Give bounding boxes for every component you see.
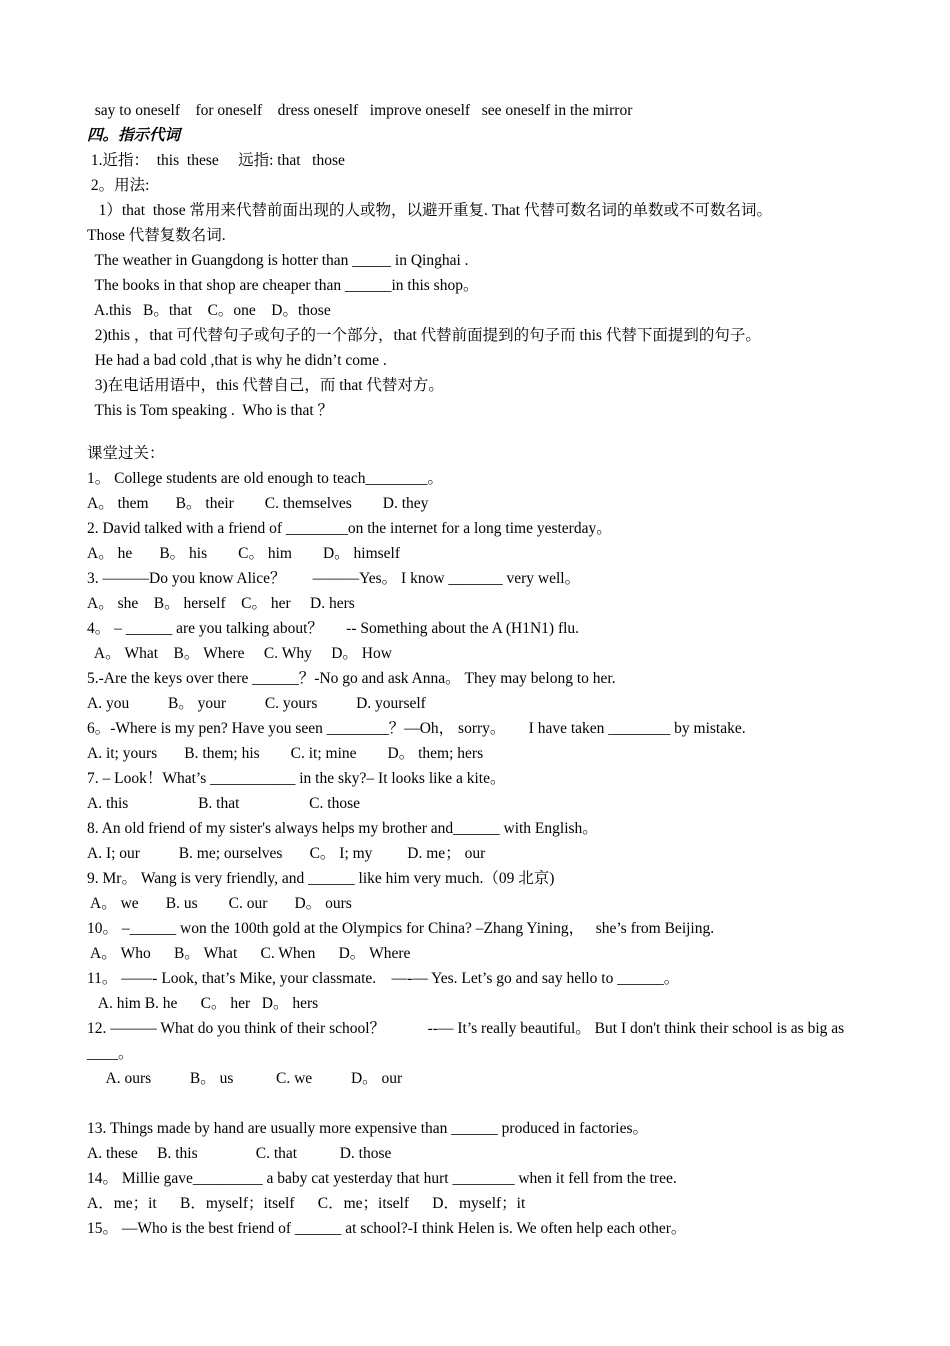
exercise-line: A。 Who B。 What C. When D。 Where — [87, 945, 411, 962]
text-line: Those 代替复数名词. — [87, 227, 226, 244]
exercise-line: A．me；it B．myself；itself C．me；itself D．myself；it — [87, 1195, 526, 1212]
pronoun-notes — [87, 98, 877, 423]
text-line: A.this B。that C。one D。those — [87, 302, 331, 319]
question-12: 12. ——— What do you think of their school？ --— It’s really beautiful。 But I don't think their school is as big as ____。 — [87, 1020, 849, 1062]
exercise-line: A. this B. that C. those — [87, 795, 360, 812]
exercise-line: A。 we B. us C. our D。 ours — [87, 895, 352, 912]
text-line: say to oneself for oneself dress oneself improve oneself see oneself in the mirror — [87, 102, 633, 119]
spacer — [87, 1091, 877, 1116]
exercise-line: 11。 ——- Look, that’s Mike, your classmate. —-— Yes. Let’s go and say hello to ______。 — [87, 970, 680, 987]
exercise-line: A. you B。 your C. yours D. yourself — [87, 695, 426, 712]
text-line: 1.近指： this these 远指: that those — [87, 152, 345, 169]
exercise-line: A. him B. he C。 her D。 hers — [87, 995, 319, 1012]
exercise-line: A. these B. this C. that D. those — [87, 1145, 392, 1162]
exercise-list — [87, 466, 877, 1016]
exercise-line: 2. David talked with a friend of ________on the internet for a long time yesterday。 — [87, 520, 612, 537]
text-line: The weather in Guangdong is hotter than _____ in Qinghai . — [87, 252, 469, 269]
exercise-line: A。 them B。 their C. themselves D. they — [87, 495, 429, 512]
section-heading: 四。指示代词 — [87, 127, 181, 144]
exercise-line: 10。 –______ won the 100th gold at the Olympics for China? –Zhang Yining， she’s from Beijing. — [87, 920, 715, 937]
document-page — [87, 98, 877, 1241]
exercise-line: A. I; our B. me; ourselves C。 I; my D. me； our — [87, 845, 486, 862]
question-12-options: A. ours B。 us C. we D。 our — [87, 1070, 403, 1087]
exercise-line: 13. Things made by hand are usually more expensive than ______ produced in factories。 — [87, 1120, 649, 1137]
exercise-line: 14。 Millie gave_________ a baby cat yesterday that hurt ________ when it fell from the tree. — [87, 1170, 677, 1187]
exercise-line: 3. ———Do you know Alice？ ———Yes。 I know _______ very well。 — [87, 570, 581, 587]
exercise-line: 9. Mr。 Wang is very friendly, and ______ like him very much.（09 北京) — [87, 870, 555, 887]
exercise-line: A。 he B。 his C。 him D。 himself — [87, 545, 401, 562]
exercise-line: 8. An old friend of my sister's always helps my brother and______ with English。 — [87, 820, 598, 837]
text-line: The books in that shop are cheaper than ______in this shop。 — [87, 277, 479, 294]
exercise-line: A。 What B。 Where C. Why D。 How — [87, 645, 392, 662]
section-title: 课堂过关： — [87, 445, 165, 462]
exercise-line: 1。 College students are old enough to teach________。 — [87, 470, 444, 487]
exercise-line: 15。 —Who is the best friend of ______ at school?-I think Helen is. We often help each other。 — [87, 1220, 687, 1237]
text-line: 1）that those 常用来代替前面出现的人或物，以避开重复. That 代替可数名词的单数或不可数名词。 — [87, 202, 772, 219]
exercise-line: A。 she B。 herself C。 her D. hers — [87, 595, 355, 612]
text-line: 2。用法: — [87, 177, 150, 194]
exercise-line: 6。-Where is my pen? Have you seen ________？—Oh， sorry。 I have taken ________ by mistake. — [87, 720, 746, 737]
exercise-line: 7. – Look！What’s ___________ in the sky?– It looks like a kite。 — [87, 770, 506, 787]
spacer — [87, 423, 877, 441]
text-line: 2)this ，that 可代替句子或句子的一个部分，that 代替前面提到的句子而 this 代替下面提到的句子。 — [87, 327, 761, 344]
exercise-list-continued — [87, 1116, 877, 1241]
exercise-line: A. it; yours B. them; his C. it; mine D。 them; hers — [87, 745, 484, 762]
text-line: He had a bad cold ,that is why he didn’t come . — [87, 352, 387, 369]
text-line: 3)在电话用语中，this 代替自己，而 that 代替对方。 — [87, 377, 444, 394]
exercise-line: 4。 – ______ are you talking about？ -- Something about the A (H1N1) flu. — [87, 620, 580, 637]
exercise-line: 5.-Are the keys over there ______？-No go and ask Anna。 They may belong to her. — [87, 670, 616, 687]
text-line: This is Tom speaking . Who is that ？ — [87, 402, 334, 419]
